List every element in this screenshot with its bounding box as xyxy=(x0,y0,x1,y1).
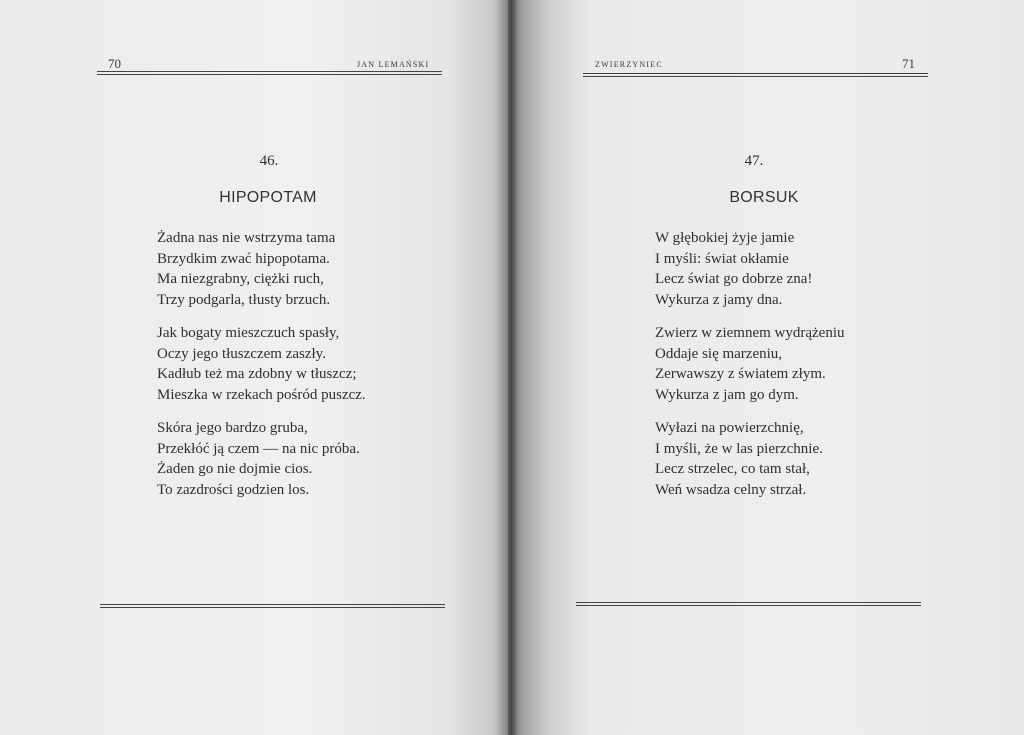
page-number: 71 xyxy=(902,56,915,71)
header-rule-top xyxy=(583,73,928,74)
verse-line: Zerwawszy z światem złym. xyxy=(655,366,826,382)
verse-line: Przekłóć ją czem — na nic próba. xyxy=(157,440,360,457)
verse-line: Jak bogaty mieszczuch spasły, xyxy=(157,325,340,341)
verse-line: Lecz strzelec, co tam stał, xyxy=(655,461,810,477)
poem-title: BORSUK xyxy=(729,189,799,206)
verse-line: Weń wsadza celny strzał. xyxy=(655,481,807,498)
right-page xyxy=(508,0,1024,735)
stanza-1 xyxy=(157,228,335,310)
verse-line: Żadna nas nie wstrzyma tama xyxy=(157,230,336,246)
poem-number: 47. xyxy=(744,153,764,169)
verse-line: Wyłazi na powierzchnię, xyxy=(655,420,804,436)
verse-line: Ma niezgrabny, ciężki ruch, xyxy=(157,271,324,287)
stanza-3 xyxy=(655,418,823,500)
verse-line: I myśli, że w las pierzchnie. xyxy=(655,440,823,457)
verse-line: To zazdrości godzien los. xyxy=(157,481,310,498)
verse-line: I myśli: świat okłamie xyxy=(655,250,789,267)
header-rule-top xyxy=(97,71,442,72)
verse-line: Brzydkim zwać hipopotama. xyxy=(157,250,330,267)
poem-number: 46. xyxy=(259,153,279,169)
verse-line: Zwierz w ziemnem wydrążeniu xyxy=(655,325,845,341)
running-head: JAN LEMAŃSKI xyxy=(357,60,430,69)
header-rule-bottom xyxy=(97,74,442,75)
stanza-1 xyxy=(655,228,812,310)
book-gutter xyxy=(496,0,518,735)
left-page xyxy=(0,0,508,735)
page-number: 70 xyxy=(108,56,121,71)
verse-line: Mieszka w rzekach pośród puszcz. xyxy=(157,386,366,403)
footer-rule-bottom xyxy=(576,605,921,606)
footer-rule-bottom xyxy=(100,607,445,608)
verse-line: Trzy podgarla, tłusty brzuch. xyxy=(157,291,331,308)
verse-line: Wykurza z jamy dna. xyxy=(655,291,783,308)
verse-line: Skóra jego bardzo gruba, xyxy=(157,420,308,436)
verse-line: Kadłub też ma zdobny w tłuszcz; xyxy=(157,366,357,382)
verse-line: Żaden go nie dojmie cios. xyxy=(157,461,313,477)
stanza-3 xyxy=(157,418,360,500)
verse-line: W głębokiej żyje jamie xyxy=(655,230,795,246)
running-head: ZWIERZYNIEC xyxy=(595,60,663,69)
header-rule-bottom xyxy=(583,76,928,77)
verse-line: Lecz świat go dobrze zna! xyxy=(655,271,813,287)
poem-title: HIPOPOTAM xyxy=(219,189,317,206)
footer-rule-top xyxy=(576,602,921,603)
verse-line: Wykurza z jam go dym. xyxy=(655,386,799,403)
verse-line: Oddaje się marzeniu, xyxy=(655,345,783,362)
stanza-2 xyxy=(157,323,366,405)
footer-rule-top xyxy=(100,604,445,605)
stanza-2 xyxy=(655,323,845,405)
verse-line: Oczy jego tłuszczem zaszły. xyxy=(157,345,326,362)
